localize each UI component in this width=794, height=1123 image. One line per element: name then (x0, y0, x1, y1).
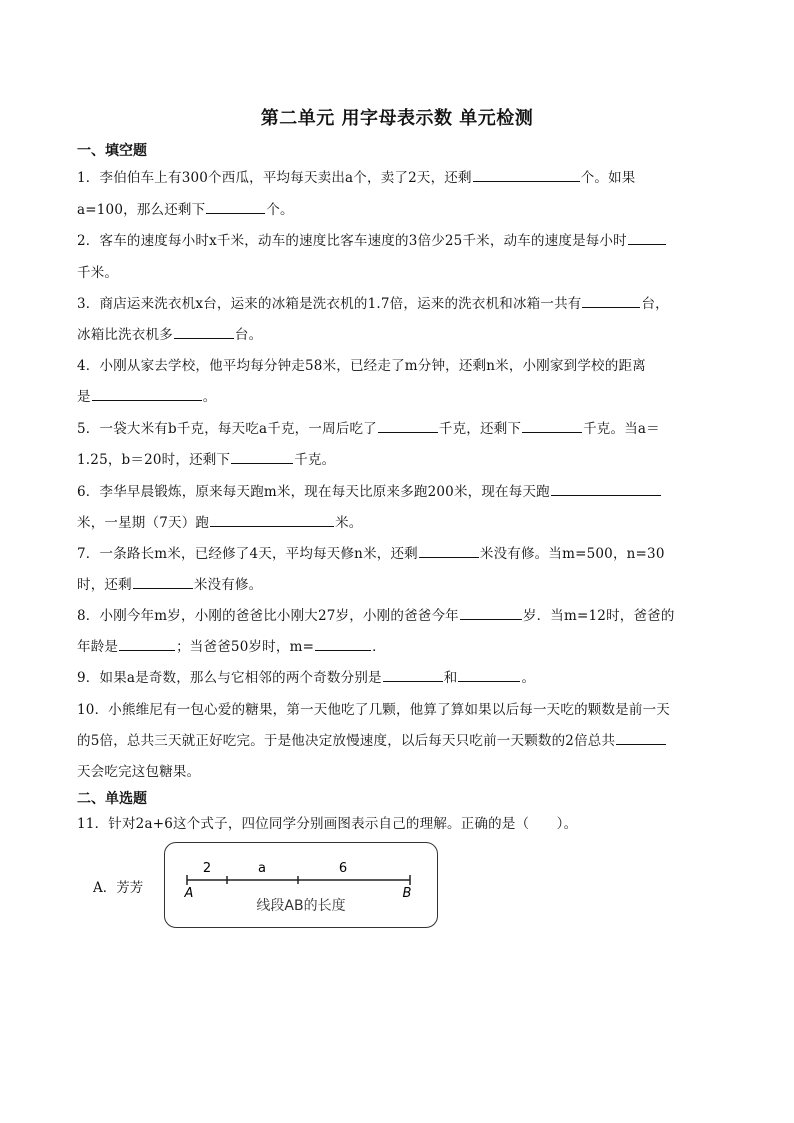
q3-text-a: 3．商店运来洗衣机x台，运来的冰箱是洗衣机的1.7倍，运来的洗衣机和冰箱一共有 (77, 296, 582, 312)
q8-blank-1[interactable] (460, 605, 522, 620)
q6-text-c: 米。 (335, 515, 363, 531)
q10-text-a: 10．小熊维尼有一包心爱的糖果，第一天他吃了几颗，他算了算如果以后每一天吃的颗数是前一天 (77, 702, 670, 718)
q2-blank-1[interactable] (628, 230, 666, 245)
q11-text: 11．针对2a+6这个式子，四位同学分别画图表示自己的理解。正确的是（ ）。 (77, 816, 578, 832)
option-a-label[interactable]: A．芳芳 (93, 880, 144, 896)
q5-text-c: 千克。当a＝ (583, 421, 660, 437)
point-b-label: B (402, 886, 412, 901)
q8-blank-3[interactable] (315, 636, 371, 651)
q3-text-c: 冰箱比洗衣机多 (77, 327, 173, 343)
segment-label-a: a (258, 861, 266, 876)
page-title: 第二单元 用字母表示数 单元检测 (260, 108, 534, 129)
q8-text-b: 岁．当m=12时，爸爸的 (522, 608, 675, 624)
q2-text-a: 2．客车的速度每小时x千米，动车的速度比客车速度的3倍少25千米，动车的速度是每小时 (77, 233, 627, 249)
segment-label-2: 2 (202, 861, 212, 876)
question-8-line-1 (77, 604, 721, 624)
q1-text-c: a=100，那么还剩下 (77, 202, 206, 218)
q8-text-e: ． (372, 639, 386, 655)
q3-text-d: 台。 (234, 327, 263, 343)
question-7-line-1 (77, 542, 721, 562)
q9-text-b: 和 (443, 670, 458, 686)
question-6-line-2 (77, 511, 721, 531)
point-a-label: A (184, 886, 194, 901)
q5-text-a: 5．一袋大米有b千克，每天吃a千克，一周后吃了 (77, 421, 377, 437)
q6-text-a: 6．李华早晨锻炼，原来每天跑m米，现在每天比原来多跑200米，现在每天跑 (77, 484, 550, 500)
q8-blank-2[interactable] (119, 636, 175, 651)
question-4-line-1 (77, 354, 721, 374)
question-1-line-1 (77, 166, 721, 186)
question-7-line-2 (77, 573, 721, 593)
question-10-line-3 (77, 760, 721, 780)
q1-blank-2[interactable] (206, 199, 265, 214)
question-3-line-2 (77, 323, 721, 343)
q5-blank-3[interactable] (231, 449, 293, 464)
question-9-line-1 (77, 666, 721, 686)
section-heading-fill: 一、填空题 (77, 143, 147, 159)
q2-text-b: 千米。 (77, 265, 119, 281)
q1-text-a: 1．李伯伯车上有300个西瓜，平均每天卖出a个，卖了2天，还剩 (77, 170, 472, 186)
question-6-line-1 (77, 480, 721, 500)
q8-text-d: ；当爸爸50岁时，m= (176, 639, 315, 655)
q9-text-a: 9．如果a是奇数，那么与它相邻的两个奇数分别是 (77, 670, 382, 686)
q9-blank-2[interactable] (458, 667, 520, 682)
q3-blank-1[interactable] (582, 293, 640, 308)
question-10-line-1 (77, 698, 721, 718)
q3-text-b: 台， (641, 296, 669, 312)
q3-blank-2[interactable] (174, 324, 234, 339)
q5-text-e: 千克。 (294, 452, 336, 468)
question-8-line-2 (77, 635, 721, 655)
q5-text-b: 千克，还剩下 (438, 421, 522, 437)
q7-text-a: 7．一条路长m米，已经修了4天，平均每天修n米，还剩 (77, 546, 418, 562)
q6-text-b: 米，一星期（7天）跑 (77, 515, 210, 531)
q5-text-d: 1.25，b＝20时，还剩下 (77, 452, 231, 468)
q10-blank-1[interactable] (616, 730, 666, 745)
segment-diagram (165, 843, 439, 929)
q7-text-c: 时，还剩 (77, 577, 132, 593)
q7-text-d: 米没有修。 (193, 577, 263, 593)
q7-blank-2[interactable] (133, 574, 193, 589)
q1-text-d: 个。 (266, 202, 294, 218)
q4-text-b: 是 (77, 389, 91, 405)
question-3-line-1 (77, 292, 721, 312)
q6-blank-2[interactable] (210, 512, 334, 527)
question-10-line-2 (77, 729, 721, 749)
q1-blank-1[interactable] (473, 167, 580, 182)
q6-blank-1[interactable] (551, 481, 661, 496)
figure-caption: 线段AB的长度 (256, 898, 346, 914)
q4-text-c: 。 (202, 389, 217, 405)
q5-blank-2[interactable] (522, 418, 582, 433)
q8-text-c: 年龄是 (77, 639, 119, 655)
option-a-figure[interactable] (164, 842, 438, 928)
q10-text-b: 的5倍，总共三天就正好吃完。于是他决定放慢速度，以后每天只吃前一天颗数的2倍总共 (77, 733, 616, 749)
q1-text-b: 个。如果 (580, 170, 636, 186)
q4-blank-1[interactable] (92, 386, 202, 401)
question-11-stem (77, 812, 721, 832)
q7-blank-1[interactable] (419, 543, 479, 558)
question-5-line-1 (77, 417, 721, 437)
question-5-line-2 (77, 448, 721, 468)
question-1-line-2 (77, 198, 721, 218)
q5-blank-1[interactable] (378, 418, 438, 433)
segment-label-6: 6 (338, 861, 348, 876)
q7-text-b: 米没有修。当m=500，n=30 (479, 546, 665, 562)
question-4-line-2 (77, 385, 721, 405)
q8-text-a: 8．小刚今年m岁，小刚的爸爸比小刚大27岁，小刚的爸爸今年 (77, 608, 459, 624)
question-2-line-2 (77, 261, 721, 281)
q9-blank-1[interactable] (383, 667, 443, 682)
q9-text-c: 。 (521, 670, 536, 686)
q10-text-c: 天会吃完这包糖果。 (77, 764, 201, 780)
section-heading-choice: 二、单选题 (77, 791, 147, 807)
question-2-line-1 (77, 229, 721, 249)
q4-text-a: 4．小刚从家去学校，他平均每分钟走58米，已经走了m分钟，还剩n米，小刚家到学校的距离 (77, 358, 646, 374)
